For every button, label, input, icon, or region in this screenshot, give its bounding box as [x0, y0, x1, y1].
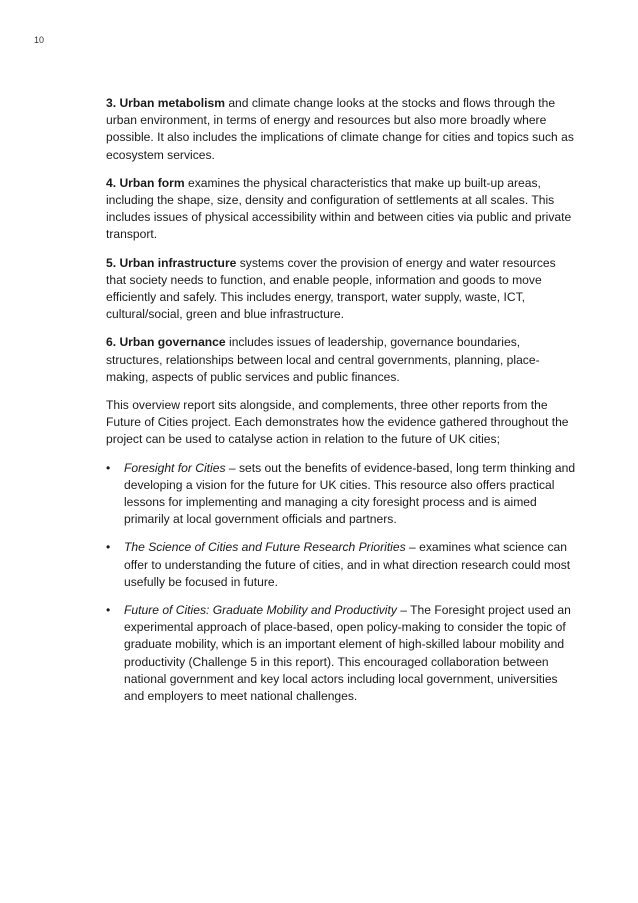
page-number: 10	[34, 35, 45, 45]
report-description: – sets out the benefits of evidence-based, long term thinking and developing a vision for the future for UK cities. This resource also offers practical lessons for implementing and managing a city foresight process and is aimed primarily at local government officials and partners.	[124, 460, 576, 527]
bullet-icon: •	[106, 460, 111, 475]
list-item	[106, 539, 576, 591]
paragraph-text: includes issues of leadership, governance boundaries, structures, relationships between local and central governments, planning, place-making, aspects of public services and public finances.	[106, 335, 540, 384]
paragraph-text: systems cover the provision of energy and water resources that society needs to function, and enable people, information and goods to move efficiently and safely. This includes energy, transport, water supply, waste, ICT, cultural/social, green and blue infrastructure.	[106, 255, 556, 322]
paragraph-urban-infrastructure	[106, 255, 576, 324]
paragraph-urban-form	[106, 175, 576, 244]
paragraph-urban-metabolism	[106, 95, 576, 164]
report-title: Future of Cities: Graduate Mobility and Productivity	[124, 603, 397, 618]
term-urban-governance: 6. Urban governance	[106, 335, 226, 350]
term-urban-metabolism: 3. Urban metabolism	[106, 96, 225, 110]
bullet-icon: •	[106, 603, 111, 618]
paragraph-text: and climate change looks at the stocks and flows through the urban environment, in terms of energy and resources but also more broadly where possible. It also includes the implications of climate change for cities and topics such as ecosystem services.	[106, 96, 574, 162]
report-title: The Science of Cities and Future Research Priorities	[124, 540, 406, 555]
list-item	[106, 602, 576, 705]
report-title: Foresight for Cities	[124, 460, 226, 475]
paragraph-urban-governance	[106, 334, 576, 386]
paragraph-text: examines the physical characteristics that make up built-up areas, including the shape, size, density and configuration of settlements at all scales. This includes issues of physical accessibility within and between cities via public and private transport.	[106, 175, 572, 242]
bullet-icon: •	[106, 540, 111, 555]
term-urban-form: 4. Urban form	[106, 175, 185, 190]
list-item	[106, 460, 576, 529]
report-description: – The Foresight project used an experimental approach of place-based, open policy-making to consider the topic of graduate mobility, which is an important element of high-skilled labour mobility and productivity (Challenge 5 in this report). This encouraged collaboration between national government and key local actors including local government, universities and employers to meet national challenges.	[124, 603, 571, 704]
paragraph-overview: This overview report sits alongside, and complements, three other reports from the Future of Cities project. Each demonstrates how the evidence gathered throughout the project can be used to catalyse action in relation to the future of UK cities;	[106, 398, 569, 447]
report-description: – examines what science can offer to understanding the future of cities, and in what direction research could most usefully be focused in future.	[124, 540, 571, 589]
related-reports-list	[106, 460, 576, 706]
page-content	[106, 95, 576, 716]
term-urban-infrastructure: 5. Urban infrastructure	[106, 255, 237, 270]
